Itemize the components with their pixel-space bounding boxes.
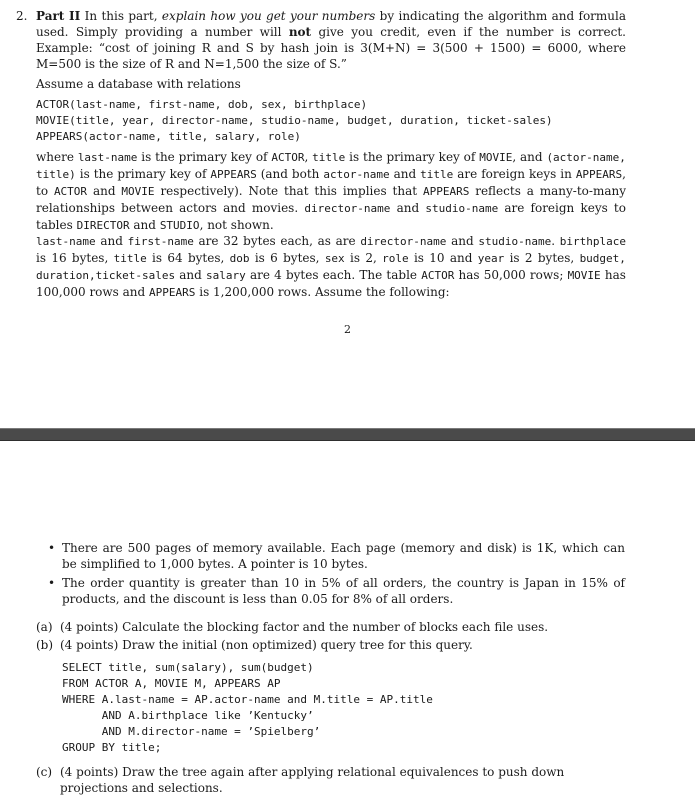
schema-appears: APPEARS(actor-name, title, salary, role) <box>36 130 301 143</box>
assume-text: Assume a database with relations <box>36 77 241 91</box>
intro-emphasis: explain how you get your numbers <box>161 9 376 23</box>
question-intro: Part II In this part, explain how you get your numbers by indicating the algorithm and formula used. Simply providing a number will not give you credit, even if the number is correct. Example: “cost of joining R and S by hash join is 3(M+N) = 3(500 + 1500) = 6000, where M=500 is the size of R and N=1,500 the size of S.” <box>36 9 627 71</box>
part-c: (c) (4 points) Draw the tree again after applying relational equivalences to push down projections and selections. <box>36 765 565 795</box>
bullet-icon: • <box>48 541 56 555</box>
page-separator <box>0 428 695 441</box>
part-a: (a) (4 points) Calculate the blocking factor and the number of blocks each file uses. <box>36 620 549 634</box>
keys-paragraph: where last-name is the primary key of ACTOR, title is the primary key of MOVIE, and (actor-name, title) is the primary key of APPEARS (and both actor-name and title are foreign keys in APPEARS, to ACTOR and MOVIE respectively). Note that this implies that APPEARS reflects a many-to-many relationships between actors and movies. director-name and studio-name are foreign keys to tables DIRECTOR and STUDIO, not shown. <box>36 150 626 232</box>
sizes-paragraph: last-name and first-name are 32 bytes each, as are director-name and studio-name. birthplace is 16 bytes, title is 64 bytes, dob is 6 bytes, sex is 2, role is 10 and year is 2 bytes, budget, duration,ticket-sales and salary are 4 bytes each. The table ACTOR has 50,000 rows; MOVIE has 100,000 rows and APPEARS is 1,200,000 rows. Assume the following: <box>36 234 627 299</box>
list-item: • There are 500 pages of memory available. Each page (memory and disk) is 1K, which can be simplified to 1,000 bytes. A pointer is 10 bytes. <box>48 541 625 571</box>
schema-actor: ACTOR(last-name, first-name, dob, sex, birthplace) <box>36 98 368 111</box>
page-number: 2 <box>344 323 351 336</box>
schema-movie: MOVIE(title, year, director-name, studio-name, budget, duration, ticket-sales) <box>36 114 553 127</box>
question-number: 2. <box>16 9 28 23</box>
part-b: (b) (4 points) Draw the initial (non optimized) query tree for this query. <box>36 638 473 652</box>
assumption-list <box>48 540 625 610</box>
part-title: Part II <box>36 9 81 23</box>
schema-block <box>36 97 553 145</box>
bullet-icon: • <box>48 576 56 590</box>
sql-query: SELECT title, sum(salary), sum(budget) FROM ACTOR A, MOVIE M, APPEARS AP WHERE A.last-name = AP.actor-name and M.title = AP.title AND A.birthplace like ’Kentucky’ AND M.director-name = ’Spielberg’ GROUP BY title; <box>62 661 433 754</box>
list-item: • The order quantity is greater than 10 in 5% of all orders, the country is Japan in 15% of products, and the discount is less than 0.05 for 8% of all orders. <box>48 576 625 606</box>
